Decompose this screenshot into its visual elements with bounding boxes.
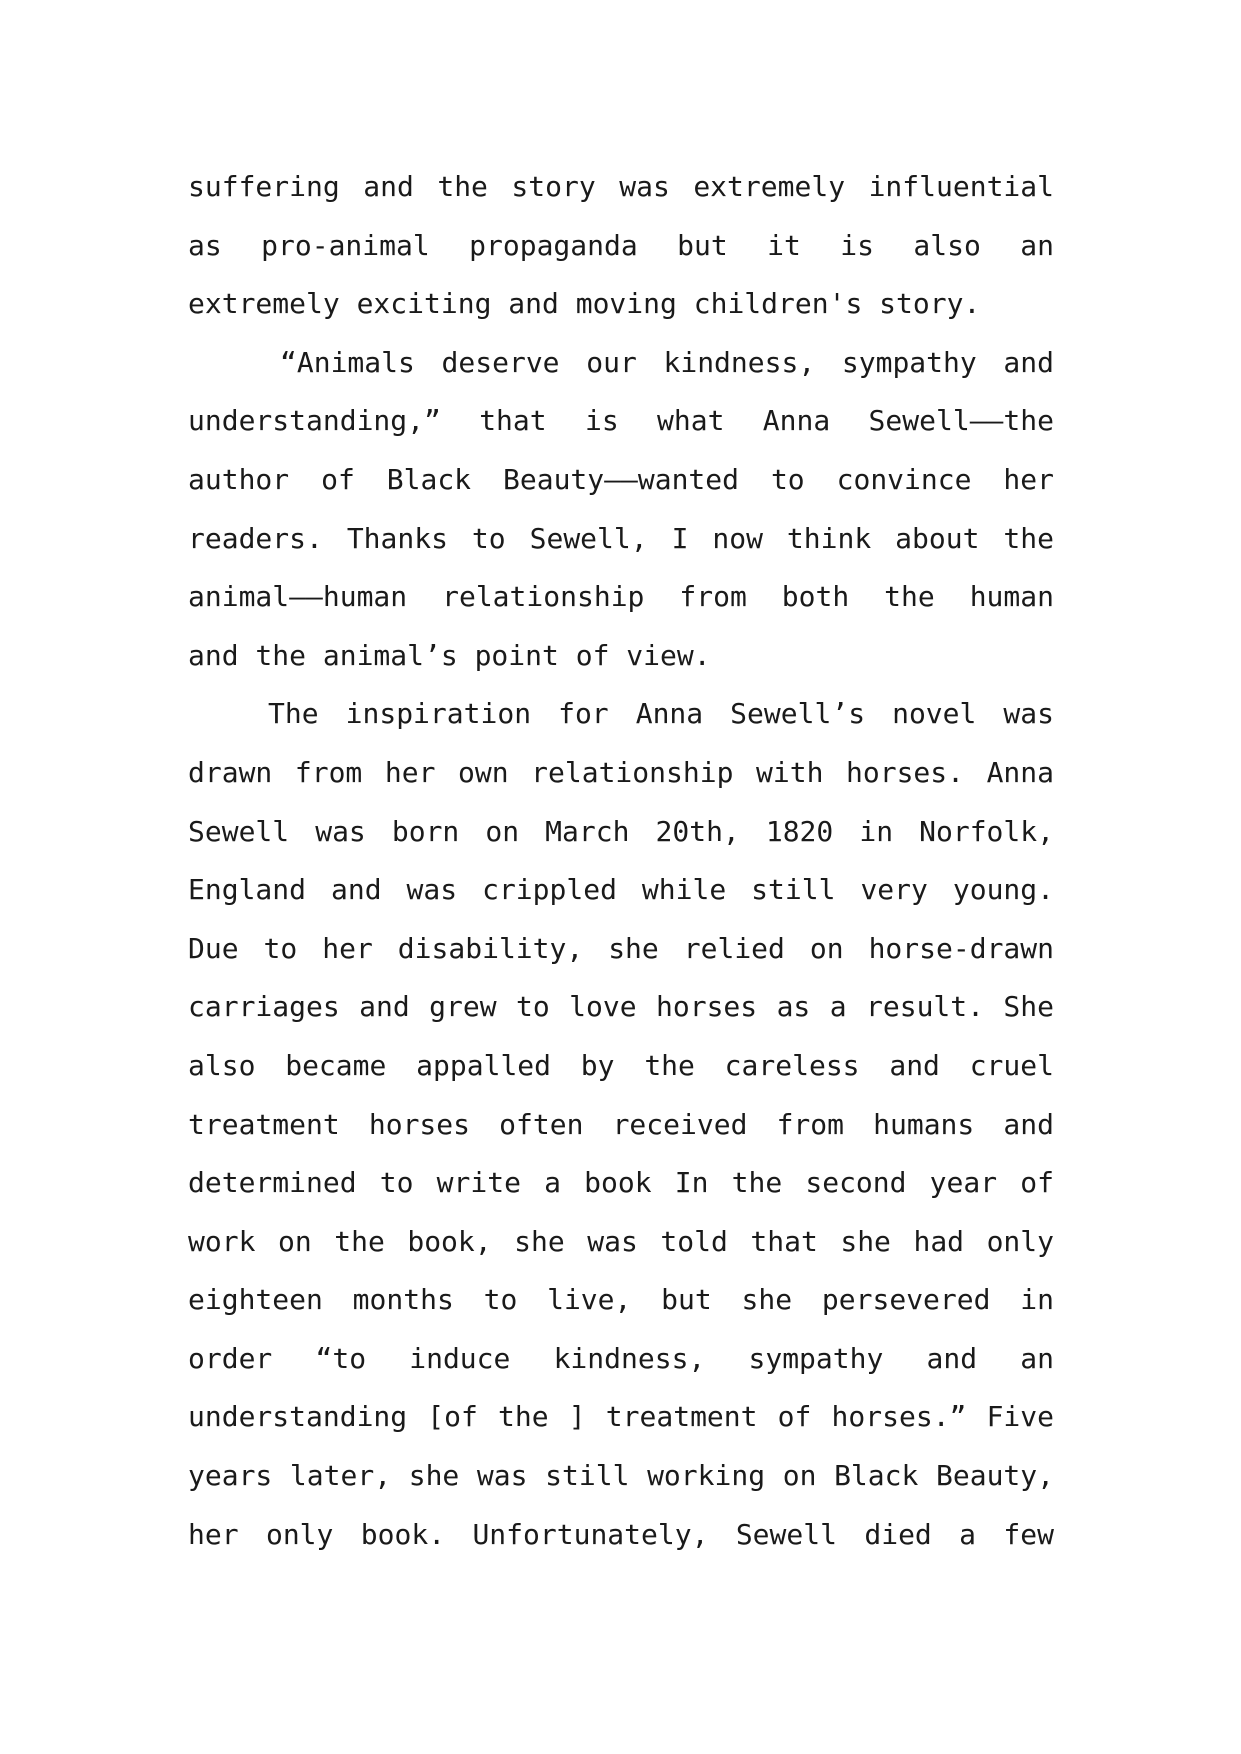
body-text xyxy=(188,158,1054,1564)
text-line: understanding,” that is what Anna Sewell——the xyxy=(188,404,1054,438)
paragraph-start-line: “Animals deserve our kindness, sympathy and xyxy=(280,345,1054,379)
text-line: treatment horses often received from humans and xyxy=(188,1107,1054,1141)
text-line: readers. Thanks to Sewell, I now think about the xyxy=(188,521,1054,555)
text-line: animal——human relationship from both the human xyxy=(188,580,1054,614)
text-line: Sewell was born on March 20th, 1820 in Norfolk, xyxy=(188,814,1054,848)
text-line: work on the book, she was told that she had only xyxy=(188,1224,1054,1258)
text-line: her only book. Unfortunately, Sewell died a few xyxy=(188,1517,1054,1551)
text-line: also became appalled by the careless and cruel xyxy=(188,1048,1054,1082)
text-line: England and was crippled while still very young. xyxy=(188,873,1054,907)
paragraph-start-line: The inspiration for Anna Sewell’s novel was xyxy=(268,697,1054,731)
text-line: order “to induce kindness, sympathy and an xyxy=(188,1341,1054,1375)
text-line: determined to write a book In the second year of xyxy=(188,1166,1054,1200)
text-line: years later, she was still working on Black Beauty, xyxy=(188,1459,1054,1493)
text-line: understanding [of the ] treatment of horses.” Five xyxy=(188,1400,1054,1434)
text-line: as pro-animal propaganda but it is also an xyxy=(188,228,1054,262)
text-line: carriages and grew to love horses as a result. She xyxy=(188,990,1054,1024)
text-line: suffering and the story was extremely influential xyxy=(188,170,1054,203)
text-line: extremely exciting and moving children's story. xyxy=(188,287,981,321)
text-line: eighteen months to live, but she persevered in xyxy=(188,1283,1054,1317)
text-line: drawn from her own relationship with horses. Anna xyxy=(188,755,1054,789)
text-line: Due to her disability, she relied on horse-drawn xyxy=(188,931,1054,965)
text-line: and the animal’s point of view. xyxy=(188,638,711,672)
text-line: author of Black Beauty——wanted to convince her xyxy=(188,462,1054,496)
